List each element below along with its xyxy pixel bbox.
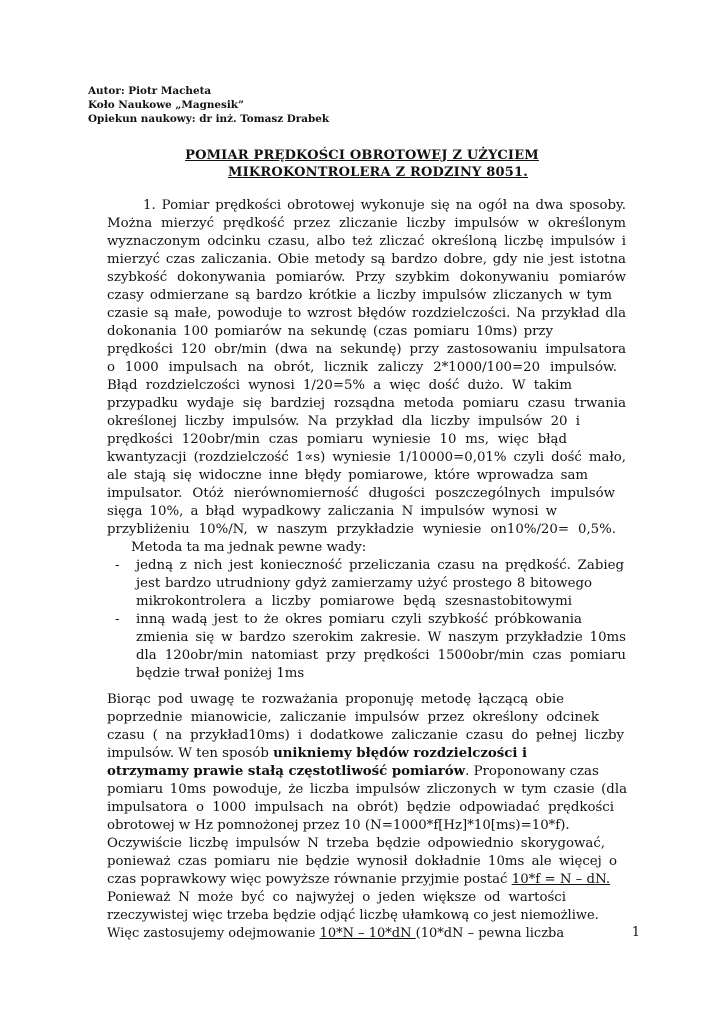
paragraph-line: przybliżeniu 10%/N, w naszym przykładzie wyniesie on10%/20= 0,5%. xyxy=(107,522,616,537)
paragraph-line xyxy=(107,763,599,781)
paragraph-line: ale stają się widoczne inne błędy pomiarowe, które wprowadza sam xyxy=(107,468,588,483)
bullet-line: zmienia się w bardzo szerokim zakresie. W naszym przykładzie 10ms xyxy=(136,630,626,645)
paragraph-line: prędkości 120obr/min czas pomiaru wyniesie 10 ms, więc błąd xyxy=(107,432,567,447)
title-line-2: MIKROKONTROLERA Z RODZINY 8051. xyxy=(228,165,528,180)
paragraph-line: poprzednie mianowicie, zaliczanie impulsów przez określony odcinek xyxy=(107,710,599,725)
paragraph-line: czasie są małe, powoduje to wzrost błędów rozdzielczości. Na przykład dla xyxy=(107,306,626,321)
paragraph-line: czasy odmierzane są bardzo krótkie a liczby impulsów zliczanych w tym xyxy=(107,288,612,303)
paragraph-line: przypadku wydaje się bardziej rozsądna metoda pomiaru czasu trwania xyxy=(107,396,626,411)
bold-text-run: otrzymamy prawie stałą częstotliwość pomiarów xyxy=(107,764,466,779)
paragraph-line: o 1000 impulsach na obrót, licznik zaliczy 2*1000/100=20 impulsów. xyxy=(107,360,617,375)
paragraph-line: wyznaczonym odcinku czasu, albo też zliczać określoną liczbę impulsów i xyxy=(107,234,626,249)
paragraph-line: Ponieważ N może być co najwyżej o jeden większe od wartości xyxy=(107,890,566,905)
paragraph-line: dokonania 100 pomiarów na sekundę (czas pomiaru 10ms) przy xyxy=(107,324,553,339)
bullet-line: mikrokontrolera a liczby pomiarowe będą szesnastobitowymi xyxy=(136,594,572,609)
paragraph-line: impulsator. Otóż nierównomierność długości poszczególnych impulsów xyxy=(107,486,615,501)
page-number: 1 xyxy=(631,925,640,940)
bullet-line: jedną z nich jest konieczność przeliczania czasu na prędkość. Zabieg xyxy=(136,558,624,573)
wady-intro: Metoda ta ma jednak pewne wady: xyxy=(131,540,367,555)
paragraph-line: kwantyzacji (rozdzielczość 1∝s) wyniesie 1/10000=0,01% czyli dość mało, xyxy=(107,450,626,465)
paragraph-line: rzeczywistej więc trzeba będzie odjąć liczbę ułamkową co jest niemożliwe. xyxy=(107,908,599,923)
paragraph-line: obrotowej w Hz pomnożonej przez 10 (N=1000*f[Hz]*10[ms)=10*f). xyxy=(107,818,570,833)
paragraph-line: 1. Pomiar prędkości obrotowej wykonuje się na ogół na dwa sposoby. xyxy=(143,198,626,213)
text-run: . Proponowany czas xyxy=(465,764,599,779)
bullet-marker: - xyxy=(115,612,120,627)
paragraph-line: mierzyć czas zaliczania. Obie metody są bardzo dobre, gdy nie jest istotna xyxy=(107,252,626,267)
author-line: Autor: Piotr Macheta xyxy=(88,85,212,97)
bullet-line: będzie trwał poniżej 1ms xyxy=(136,666,305,681)
text-run: impulsów. W ten sposób xyxy=(107,746,274,761)
title-line-1: POMIAR PRĘDKOŚCI OBROTOWEJ Z UŻYCIEM xyxy=(185,148,539,163)
paragraph-line: impulsatora o 1000 impulsach na obrót) będzie odpowiadać prędkości xyxy=(107,800,614,815)
paragraph-line: Można mierzyć prędkość przez zliczanie liczby impulsów w określonym xyxy=(107,216,626,231)
bullet-line: dla 120obr/min natomiast przy prędkości 1500obr/min czas pomiaru xyxy=(136,648,626,663)
equation-underlined: 10*f = N – dN. xyxy=(511,872,611,887)
supervisor-line: Opiekun naukowy: dr inż. Tomasz Drabek xyxy=(88,113,330,125)
paragraph-line: pomiaru 10ms powoduje, że liczba impulsów zliczonych w tym czasie (dla xyxy=(107,782,627,797)
paragraph-line: szybkość dokonywania pomiarów. Przy szybkim dokonywaniu pomiarów xyxy=(107,270,626,285)
paragraph-line: ponieważ czas pomiaru nie będzie wynosił dokładnie 10ms ale więcej o xyxy=(107,854,617,869)
paragraph-line: prędkości 120 obr/min (dwa na sekundę) przy zastosowaniu impulsatora xyxy=(107,342,626,357)
text-run: (10*dN – pewna liczba xyxy=(415,926,565,941)
paragraph-line xyxy=(107,745,527,763)
paragraph-line: Oczywiście liczbę impulsów N trzeba będzie odpowiednio skorygować, xyxy=(107,836,605,851)
paragraph-line: Biorąc pod uwagę te rozważania proponuję metodę łączącą obie xyxy=(107,692,564,707)
club-line: Koło Naukowe „Magnesik” xyxy=(88,99,244,111)
paragraph-line: sięga 10%, a błąd wypadkowy zaliczania N impulsów wynosi w xyxy=(107,504,557,519)
text-run: Więc zastosujemy odejmowanie xyxy=(107,926,320,941)
paragraph-line xyxy=(107,925,564,943)
paragraph-line: czasu ( na przykład10ms) i dodatkowe zaliczanie czasu do pełnej liczby xyxy=(107,728,624,743)
paragraph-line xyxy=(107,871,610,889)
equation-underlined: 10*N – 10*dN xyxy=(319,926,416,941)
paragraph-line: Błąd rozdzielczości wynosi 1/20=5% a więc dość dużo. W takim xyxy=(107,378,572,393)
bold-text-run: unikniemy błędów rozdzielczości i xyxy=(273,746,528,761)
text-run: czas poprawkowy więc powyższe równanie przyjmie postać xyxy=(107,872,512,887)
bullet-line: jest bardzo utrudniony gdyż zamierzamy użyć prostego 8 bitowego xyxy=(136,576,592,591)
paragraph-line: określonej liczby impulsów. Na przykład dla liczby impulsów 20 i xyxy=(107,414,580,429)
author-header xyxy=(88,84,329,126)
bullet-line: inną wadą jest to że okres pomiaru czyli szybkość próbkowania xyxy=(136,612,582,627)
bullet-marker: - xyxy=(115,558,120,573)
